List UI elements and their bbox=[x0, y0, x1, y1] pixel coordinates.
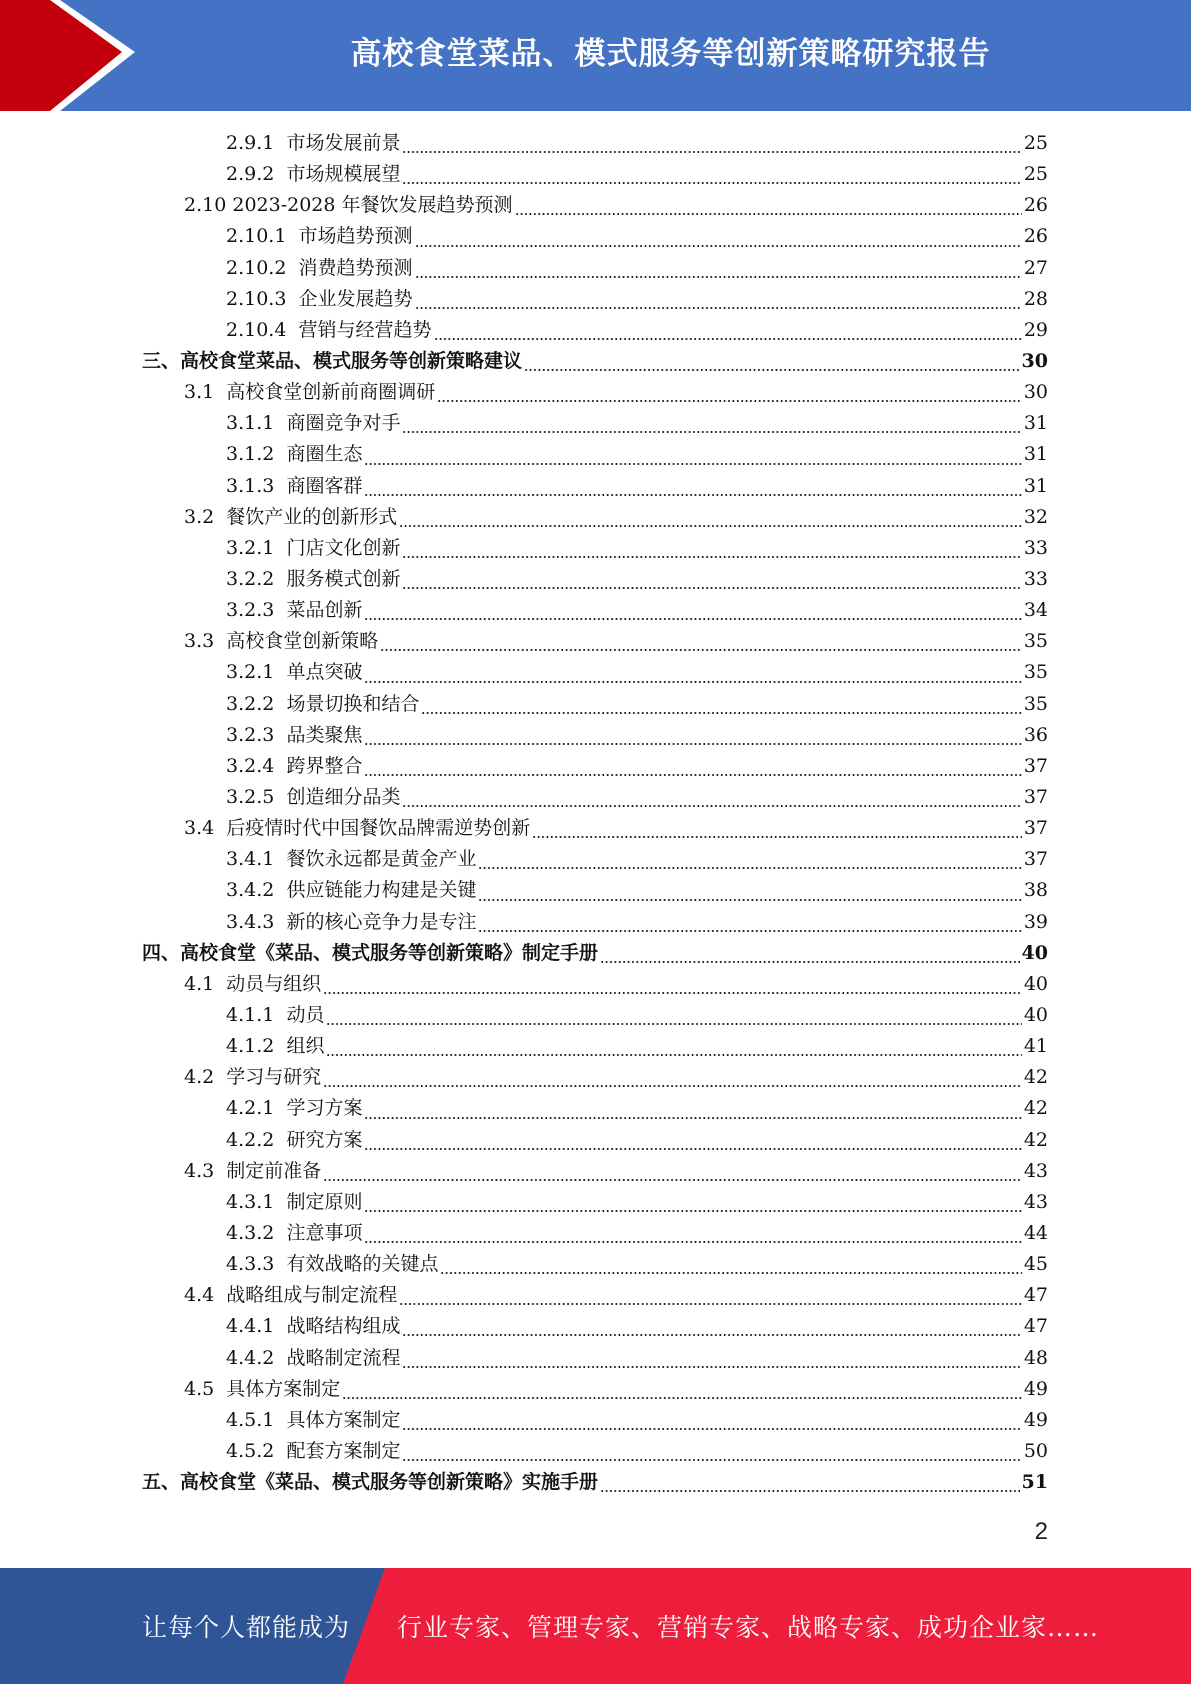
toc-dot-leader bbox=[323, 987, 1022, 995]
toc-entry[interactable] bbox=[142, 1374, 1048, 1405]
toc-entry[interactable] bbox=[142, 377, 1048, 408]
toc-entry-page: 49 bbox=[1023, 1408, 1048, 1431]
toc-entry[interactable] bbox=[142, 907, 1048, 938]
toc-entry-number: 4.3.2 bbox=[226, 1221, 287, 1244]
toc-dot-leader bbox=[600, 1485, 1020, 1493]
toc-dot-leader bbox=[364, 1143, 1021, 1151]
toc-entry-title: 2023-2028 年餐饮发展趋势预测 bbox=[232, 194, 513, 217]
toc-entry-number: 3.4 bbox=[184, 817, 227, 840]
toc-entry-number: 3.3 bbox=[184, 630, 227, 653]
toc-entry[interactable] bbox=[142, 595, 1048, 626]
toc-entry-number: 2.10.4 bbox=[226, 318, 299, 341]
toc-entry-title: 服务模式创新 bbox=[286, 568, 401, 591]
toc-entry-title: 市场趋势预测 bbox=[298, 225, 413, 248]
toc-entry[interactable] bbox=[142, 315, 1048, 346]
toc-entry-number: 3.1 bbox=[184, 381, 227, 404]
toc-entry-number: 4.1.1 bbox=[226, 1004, 287, 1026]
toc-dot-leader bbox=[478, 925, 1021, 933]
toc-entry[interactable] bbox=[142, 751, 1048, 782]
toc-entry[interactable] bbox=[142, 128, 1048, 159]
page-footer bbox=[0, 1568, 1191, 1684]
toc-dot-leader bbox=[402, 1329, 1021, 1337]
toc-entry-page: 29 bbox=[1023, 318, 1048, 341]
toc-entry-title: 高校食堂《菜品、模式服务等创新策略》制定手册 bbox=[180, 941, 599, 964]
toc-entry-page: 28 bbox=[1023, 287, 1048, 310]
toc-entry-title: 市场规模展望 bbox=[286, 163, 401, 186]
toc-entry-title: 动员与组织 bbox=[226, 972, 322, 995]
toc-entry-title: 研究方案 bbox=[286, 1128, 363, 1151]
toc-entry[interactable] bbox=[142, 1436, 1048, 1467]
toc-entry-page: 35 bbox=[1023, 692, 1048, 715]
toc-entry-page: 48 bbox=[1023, 1346, 1048, 1369]
toc-entry-number: 3.2.1 bbox=[226, 661, 287, 684]
toc-dot-leader bbox=[364, 1205, 1021, 1213]
toc-entry-number: 4.4.1 bbox=[226, 1315, 287, 1338]
toc-entry-title: 配套方案制定 bbox=[286, 1439, 401, 1462]
toc-entry-number: 4.2.1 bbox=[226, 1097, 287, 1120]
toc-entry-page: 43 bbox=[1023, 1159, 1048, 1182]
toc-entry[interactable] bbox=[142, 1280, 1048, 1311]
toc-entry[interactable] bbox=[142, 938, 1048, 969]
toc-entry-page: 25 bbox=[1023, 163, 1048, 186]
toc-entry-page: 37 bbox=[1023, 848, 1048, 871]
toc-entry[interactable] bbox=[142, 1342, 1048, 1373]
toc-entry-title: 战略制定流程 bbox=[286, 1346, 401, 1369]
toc-entry-title: 餐饮永远都是黄金产业 bbox=[286, 848, 477, 871]
toc-entry-page: 41 bbox=[1023, 1035, 1048, 1058]
toc-dot-leader bbox=[402, 800, 1021, 808]
toc-entry-page: 36 bbox=[1023, 723, 1048, 746]
toc-entry-number: 2.10.3 bbox=[226, 287, 299, 310]
footer-slogan-left: 让每个人都能成为 bbox=[142, 1613, 351, 1642]
toc-entry[interactable] bbox=[142, 1311, 1048, 1342]
toc-dot-leader bbox=[380, 644, 1022, 652]
toc-entry-page: 30 bbox=[1021, 350, 1048, 373]
toc-entry-number: 2.9.1 bbox=[226, 132, 287, 155]
toc-dot-leader bbox=[434, 333, 1022, 341]
toc-entry-page: 34 bbox=[1023, 599, 1048, 622]
toc-dot-leader bbox=[364, 676, 1021, 684]
toc-dot-leader bbox=[364, 613, 1021, 621]
toc-entry[interactable] bbox=[142, 253, 1048, 284]
toc-entry-page: 37 bbox=[1023, 786, 1048, 809]
toc-dot-leader bbox=[600, 956, 1020, 964]
toc-entry-page: 33 bbox=[1023, 568, 1048, 591]
toc-entry-page: 40 bbox=[1023, 1004, 1048, 1026]
toc-entry-number: 3.4.2 bbox=[226, 879, 287, 902]
toc-entry-title: 高校食堂菜品、模式服务等创新策略建议 bbox=[180, 350, 523, 373]
toc-entry[interactable] bbox=[142, 1093, 1048, 1124]
toc-dot-leader bbox=[515, 208, 1022, 216]
toc-entry-title: 品类聚焦 bbox=[286, 723, 363, 746]
toc-entry-number: 4.4.2 bbox=[226, 1346, 287, 1369]
toc-entry-page: 42 bbox=[1023, 1128, 1048, 1151]
toc-entry[interactable] bbox=[142, 782, 1048, 813]
toc-dot-leader bbox=[342, 1392, 1022, 1400]
toc-dot-leader bbox=[532, 831, 1022, 839]
toc-entry-title: 学习方案 bbox=[286, 1097, 363, 1120]
page-header bbox=[0, 0, 1191, 111]
toc-entry-page: 42 bbox=[1023, 1066, 1048, 1089]
toc-entry-title: 组织 bbox=[286, 1035, 325, 1058]
toc-entry-page: 30 bbox=[1023, 381, 1048, 404]
toc-entry-number: 4.1 bbox=[184, 972, 227, 995]
toc-entry[interactable] bbox=[142, 408, 1048, 439]
toc-entry-title: 菜品创新 bbox=[286, 599, 363, 622]
toc-entry-title: 商圈客群 bbox=[286, 474, 363, 497]
toc-entry-title: 动员 bbox=[286, 1004, 325, 1026]
toc-dot-leader bbox=[415, 302, 1022, 310]
toc-entry[interactable] bbox=[142, 190, 1048, 221]
toc-dot-leader bbox=[402, 1423, 1021, 1431]
toc-dot-leader bbox=[402, 1361, 1021, 1369]
toc-entry-page: 47 bbox=[1023, 1284, 1048, 1307]
toc-entry-title: 具体方案制定 bbox=[226, 1377, 341, 1400]
toc-entry[interactable] bbox=[142, 844, 1048, 875]
toc-dot-leader bbox=[415, 240, 1022, 248]
toc-entry-page: 26 bbox=[1023, 225, 1048, 248]
toc-dot-leader bbox=[364, 458, 1021, 466]
toc-entry-title: 有效战略的关键点 bbox=[286, 1253, 439, 1276]
page-number: 2 bbox=[1034, 1518, 1048, 1545]
toc-entry-title: 市场发展前景 bbox=[286, 132, 401, 155]
toc-dot-leader bbox=[323, 1080, 1022, 1088]
toc-dot-leader bbox=[364, 1236, 1021, 1244]
toc-entry-number: 3.2.2 bbox=[226, 692, 287, 715]
toc-entry-number: 3.2.1 bbox=[226, 536, 287, 559]
toc-dot-leader bbox=[326, 1018, 1021, 1026]
toc-entry-number: 3.1.1 bbox=[226, 412, 287, 435]
toc-entry-number: 3.2.4 bbox=[226, 754, 287, 777]
toc-entry-page: 44 bbox=[1023, 1221, 1048, 1244]
toc-entry[interactable] bbox=[142, 284, 1048, 315]
toc-entry-number: 3.2 bbox=[184, 505, 227, 528]
toc-entry-page: 47 bbox=[1023, 1315, 1048, 1338]
toc-entry[interactable] bbox=[142, 720, 1048, 751]
toc-entry-page: 33 bbox=[1023, 536, 1048, 559]
toc-entry-number: 3.4.3 bbox=[226, 910, 287, 933]
toc-entry[interactable] bbox=[142, 1405, 1048, 1436]
toc-entry-page: 51 bbox=[1021, 1471, 1048, 1494]
toc-entry-page: 49 bbox=[1023, 1377, 1048, 1400]
toc-entry-title: 制定前准备 bbox=[226, 1159, 322, 1182]
toc-entry[interactable] bbox=[142, 969, 1048, 1000]
toc-entry-number: 四、 bbox=[142, 941, 181, 964]
toc-entry-title: 商圈生态 bbox=[286, 443, 363, 466]
toc-entry-number: 2.10.1 bbox=[226, 225, 299, 248]
toc-entry[interactable] bbox=[142, 689, 1048, 720]
toc-entry[interactable] bbox=[142, 1156, 1048, 1187]
toc-entry-number: 4.5 bbox=[184, 1377, 227, 1400]
toc-entry-title: 制定原则 bbox=[286, 1190, 363, 1213]
toc-entry-page: 32 bbox=[1023, 505, 1048, 528]
toc-dot-leader bbox=[421, 707, 1021, 715]
toc-entry-title: 营销与经营趋势 bbox=[298, 318, 432, 341]
toc-entry-title: 餐饮产业的创新形式 bbox=[226, 505, 398, 528]
toc-dot-leader bbox=[402, 551, 1021, 559]
toc-entry-number: 4.3 bbox=[184, 1159, 227, 1182]
toc-dot-leader bbox=[364, 489, 1021, 497]
toc-entry-title: 企业发展趋势 bbox=[298, 287, 413, 310]
toc-entry-number: 2.10 bbox=[184, 194, 233, 217]
toc-entry[interactable] bbox=[142, 502, 1048, 533]
toc-entry-number: 3.2.2 bbox=[226, 568, 287, 591]
toc-entry[interactable] bbox=[142, 346, 1048, 377]
toc-entry[interactable] bbox=[142, 626, 1048, 657]
toc-entry[interactable] bbox=[142, 1125, 1048, 1156]
toc-entry[interactable] bbox=[142, 471, 1048, 502]
toc-entry-number: 3.1.2 bbox=[226, 443, 287, 466]
toc-entry[interactable] bbox=[142, 1467, 1048, 1498]
toc-entry-title: 战略结构组成 bbox=[286, 1315, 401, 1338]
toc-entry-page: 40 bbox=[1023, 972, 1048, 995]
toc-entry-page: 26 bbox=[1023, 194, 1048, 217]
toc-entry-title: 场景切换和结合 bbox=[286, 692, 420, 715]
toc-entry-page: 37 bbox=[1023, 754, 1048, 777]
toc-entry[interactable] bbox=[142, 1218, 1048, 1249]
toc-entry-page: 35 bbox=[1023, 630, 1048, 653]
toc-entry-page: 31 bbox=[1023, 412, 1048, 435]
toc-entry-number: 4.3.3 bbox=[226, 1253, 287, 1276]
toc-dot-leader bbox=[326, 1049, 1021, 1057]
toc-entry-title: 具体方案制定 bbox=[286, 1408, 401, 1431]
toc-entry-title: 门店文化创新 bbox=[286, 536, 401, 559]
toc-entry-page: 31 bbox=[1023, 474, 1048, 497]
toc-dot-leader bbox=[364, 738, 1021, 746]
toc-entry-number: 4.5.1 bbox=[226, 1408, 287, 1431]
toc-dot-leader bbox=[402, 177, 1021, 185]
toc-dot-leader bbox=[399, 520, 1022, 528]
toc-entry-number: 3.1.3 bbox=[226, 474, 287, 497]
toc-entry[interactable] bbox=[142, 1187, 1048, 1218]
toc-entry[interactable] bbox=[142, 1062, 1048, 1093]
toc-entry-title: 后疫情时代中国餐饮品牌需逆势创新 bbox=[226, 817, 531, 840]
toc-dot-leader bbox=[478, 862, 1021, 870]
toc-entry-number: 2.10.2 bbox=[226, 256, 299, 279]
footer-slogan-right: 行业专家、管理专家、营销专家、战略专家、成功企业家…… bbox=[397, 1613, 1100, 1642]
toc-entry-title: 高校食堂创新策略 bbox=[226, 630, 379, 653]
toc-entry-number: 3.2.3 bbox=[226, 723, 287, 746]
toc-entry-title: 商圈竞争对手 bbox=[286, 412, 401, 435]
toc-entry-page: 42 bbox=[1023, 1097, 1048, 1120]
toc-entry-page: 50 bbox=[1023, 1439, 1048, 1462]
toc-entry[interactable] bbox=[142, 875, 1048, 906]
toc-entry-page: 37 bbox=[1023, 817, 1048, 840]
toc-entry-title: 跨界整合 bbox=[286, 754, 363, 777]
toc-entry-number: 4.1.2 bbox=[226, 1035, 287, 1058]
toc-entry-title: 供应链能力构建是关键 bbox=[286, 879, 477, 902]
toc-dot-leader bbox=[478, 894, 1021, 902]
toc-entry-page: 25 bbox=[1023, 132, 1048, 155]
toc-entry[interactable] bbox=[142, 159, 1048, 190]
toc-dot-leader bbox=[402, 1454, 1021, 1462]
toc-entry-title: 新的核心竞争力是专注 bbox=[286, 910, 477, 933]
report-title: 高校食堂菜品、模式服务等创新策略研究报告 bbox=[350, 35, 991, 72]
toc-entry-number: 3.2.3 bbox=[226, 599, 287, 622]
toc-dot-leader bbox=[364, 769, 1021, 777]
toc-dot-leader bbox=[323, 1174, 1022, 1182]
toc-entry-page: 40 bbox=[1021, 941, 1048, 964]
toc-entry-number: 4.3.1 bbox=[226, 1190, 287, 1213]
toc-entry-number: 3.4.1 bbox=[226, 848, 287, 871]
table-of-contents bbox=[142, 128, 1048, 1498]
toc-entry-title: 高校食堂创新前商圈调研 bbox=[226, 381, 436, 404]
toc-dot-leader bbox=[402, 582, 1021, 590]
toc-entry-number: 4.2.2 bbox=[226, 1128, 287, 1151]
toc-dot-leader bbox=[440, 1267, 1021, 1275]
toc-entry-page: 27 bbox=[1023, 256, 1048, 279]
toc-entry[interactable] bbox=[142, 533, 1048, 564]
toc-entry-number: 2.9.2 bbox=[226, 163, 287, 186]
toc-entry[interactable] bbox=[142, 221, 1048, 252]
toc-entry-page: 39 bbox=[1023, 910, 1048, 933]
toc-entry-title: 战略组成与制定流程 bbox=[226, 1284, 398, 1307]
toc-entry[interactable] bbox=[142, 1249, 1048, 1280]
toc-entry-page: 35 bbox=[1023, 661, 1048, 684]
toc-dot-leader bbox=[437, 395, 1022, 403]
toc-entry-number: 4.4 bbox=[184, 1284, 227, 1307]
toc-entry-title: 消费趋势预测 bbox=[298, 256, 413, 279]
toc-dot-leader bbox=[524, 364, 1020, 372]
toc-dot-leader bbox=[399, 1298, 1022, 1306]
toc-entry-title: 单点突破 bbox=[286, 661, 363, 684]
toc-dot-leader bbox=[364, 1112, 1021, 1120]
toc-entry-page: 43 bbox=[1023, 1190, 1048, 1213]
header-arrow-decoration bbox=[0, 0, 150, 111]
toc-entry-page: 45 bbox=[1023, 1253, 1048, 1276]
toc-entry-title: 学习与研究 bbox=[226, 1066, 322, 1089]
toc-dot-leader bbox=[415, 271, 1022, 279]
toc-entry[interactable] bbox=[142, 564, 1048, 595]
toc-entry-title: 高校食堂《菜品、模式服务等创新策略》实施手册 bbox=[180, 1471, 599, 1494]
toc-dot-leader bbox=[402, 146, 1021, 154]
toc-entry-number: 三、 bbox=[142, 350, 181, 373]
toc-entry[interactable] bbox=[142, 1000, 1048, 1031]
toc-entry-number: 4.5.2 bbox=[226, 1439, 287, 1462]
toc-entry-title: 创造细分品类 bbox=[286, 786, 401, 809]
toc-entry-number: 五、 bbox=[142, 1471, 181, 1494]
toc-entry-page: 31 bbox=[1023, 443, 1048, 466]
toc-dot-leader bbox=[402, 426, 1021, 434]
toc-entry-number: 3.2.5 bbox=[226, 786, 287, 809]
toc-entry[interactable] bbox=[142, 1031, 1048, 1062]
toc-entry[interactable] bbox=[142, 813, 1048, 844]
toc-entry-page: 38 bbox=[1023, 879, 1048, 902]
toc-entry-title: 注意事项 bbox=[286, 1221, 363, 1244]
toc-entry[interactable] bbox=[142, 439, 1048, 470]
toc-entry[interactable] bbox=[142, 657, 1048, 688]
toc-entry-number: 4.2 bbox=[184, 1066, 227, 1089]
